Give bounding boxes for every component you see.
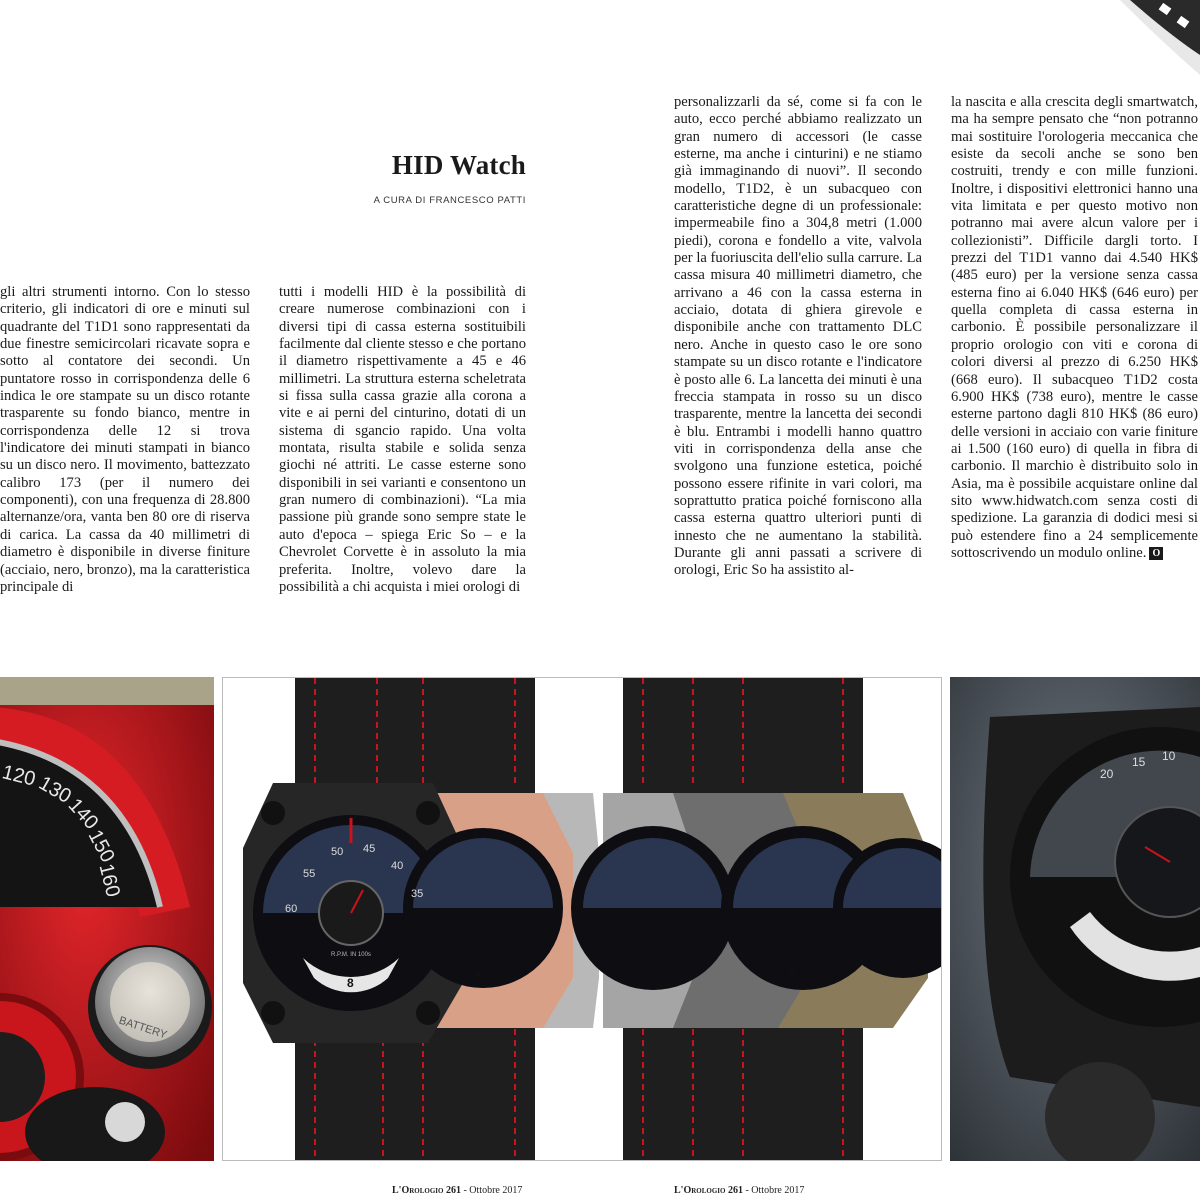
hour-disc-digit: 8 (1120, 912, 1128, 927)
dial-number: 50 (331, 846, 344, 858)
dial-number: 55 (303, 868, 316, 880)
end-of-article-mark: O (1149, 547, 1163, 560)
hour-disc-digit: 8 (789, 968, 796, 982)
paragraph: personalizzarli da sé, come si fa con le auto, ecco perché abbiamo realizzato un gran numero di accessori (le casse esterne, ma anche i cinturini) e ne stiamo già immaginando di nuovi”. Il secondo modello, T1D2, è un subacqueo con caratteristiche degne di un professionale: impermeabile fino a 304,8 metri (1.000 piedi), corona e fondello a vite, valvola per la fuoriuscita dell'elio sulla carrure. La cassa misura 40 millimetri diametro, che arrivano a 46 con la cassa esterna in acciaio, dotata di ghiera girevole e disponibile anche con trattamento DLC nero. Anche in questo caso le ore sono stampate su un disco rotante e l'indicatore è posto alle 6. La lancetta dei minuti è una freccia stampata in rosso su un disco trasparente, mentre la lancetta dei secondi è blu. Entrambi i modelli hanno quattro viti in corrispondenza della anse che svolgono una funzione estetica, poiché possono essere rifinite in vari colori, ma soprattutto pratica poiché forniscono alla cassa esterna quattro ulteriori punti di innesto che ne aumentano la stabilità. Durante gli anni passati a scrivere di orologi, Eric So ha assistito al- (674, 94, 922, 579)
watch-closeup-photo (950, 677, 1200, 1161)
footer-right (674, 1185, 804, 1196)
text-column-1 (0, 284, 250, 596)
footer-date: - Ottobre 2017 (460, 1185, 523, 1196)
dial-caption: R.P.M. IN 100s (331, 952, 371, 958)
paragraph: tutti i modelli HID è la possibilità di creare numerose combinazioni con i diversi tipi di cassa esterna sostituibili facilmente dal cliente stesso e che portano il diametro rispettivamente a 45 e 46 millimetri. La struttura esterna scheletrata si fissa sulla cassa grazie alla corona a vite e ai perni del cinturino, dotati di un sistema di sgancio rapido. Una volta montata, risulta stabile e solida senza giochi né attriti. Le casse esterne sono disponibili in sei varianti e consentono un gran numero di combinazioni). “La mia passione più grande sono sempre state le auto d'epoca – spiega Eric So – e la Chevrolet Corvette è in assoluto la mia preferita. Inoltre, volevo dare la possibilità a chi acquista i miei orologi di (279, 284, 526, 595)
text-column-4 (951, 94, 1198, 562)
footer-brand: L'Orologio 261 (392, 1185, 461, 1196)
footer-left (392, 1185, 522, 1196)
watch-strap-photo-fragment (1100, 0, 1200, 80)
text-column-3 (674, 94, 922, 580)
dial-number: 45 (363, 843, 376, 855)
paragraph (951, 94, 1198, 562)
footer-brand: L'Orologio 261 (674, 1185, 743, 1196)
hour-disc-digit: 8 (347, 976, 354, 990)
footer-date: - Ottobre 2017 (742, 1185, 805, 1196)
battery-gauge-label: BATTERY (117, 1014, 169, 1042)
dial-number: 40 (391, 860, 404, 872)
speedo-tick-label: 160 (94, 861, 124, 900)
article-byline: A CURA DI FRANCESCO PATTI (373, 195, 526, 206)
dial-number: 15 (1132, 755, 1146, 769)
paragraph: gli altri strumenti intorno. Con lo stesso criterio, gli indicatori di ore e minuti sul quadrante del T1D1 sono rappresentati da due finestre semicircolari ricavate sopra e sotto al contatore dei secondi. Un puntatore rosso in corrispondenza delle 6 indica le ore stampate su un disco rotante trasparente su fondo bianco, mentre in corrispondenza delle 12 si trova l'indicatore dei minuti stampati in bianco su un disco nero. Il movimento, battezzato calibro 173 (per il numero dei componenti), con una frequenza di 28.800 alternanze/ora, vanta ben 80 ore di riserva di carica. La cassa da 40 millimetri di diametro è disponibile in diverse finiture (acciaio, nero, bronzo), ma la caratteristica principale di (0, 284, 250, 595)
watch-lineup-photo (222, 677, 942, 1161)
dial-number: 60 (285, 903, 298, 915)
dial-number: 10 (1162, 749, 1176, 763)
text-column-2 (279, 284, 526, 596)
speedo-tick-label: 140 (63, 794, 103, 834)
speedo-tick-label: 120 (0, 761, 38, 791)
dial-number: 20 (1100, 767, 1114, 781)
speedo-tick-label: 130 (34, 772, 75, 808)
speedometer-scale (0, 737, 160, 900)
hour-disc-digit: 8 (475, 968, 482, 982)
speedo-tick-label: 150 (83, 826, 119, 867)
paragraph-text: la nascita e alla crescita degli smartwatch, ma ha sempre pensato che “non potranno mai sostituire l'orologeria meccanica che esiste da secoli anche se sono ben costruiti, trendy e con mille funzioni. Inoltre, i dispositivi elettronici hanno una vita limitata e per questo motivo non potranno mai avere alcun valore per i collezionisti”. Difficile dargli torto. I prezzi del T1D1 vanno dai 4.540 HK$ (485 euro) per la versione senza cassa esterna fino ai 6.040 HK$ (646 euro) per quella completa di cassa esterna in carbonio. È possibile personalizzare il proprio orologio con viti e corona di colori diversi al prezzo di 6.250 HK$ (668 euro). Il subacqueo T1D2 costa 6.900 HK$ (738 euro), mentre le casse esterne partono dagli 810 HK$ (86 euro) delle versioni in acciaio con varie finiture ai 1.500 (160 euro) di quella in fibra di carbonio. Il marchio è distribuito solo in Asia, ma è possibile acquistare online dal sito www.hidwatch.com senza costi di spedizione. La garanzia di dodici mesi si può estendere fino a 24 semplicemente sottoscrivendo un modulo online. (951, 94, 1198, 561)
corvette-dashboard-photo (0, 677, 214, 1161)
dial-number: 35 (411, 888, 424, 900)
article-title: HID Watch (391, 150, 526, 180)
